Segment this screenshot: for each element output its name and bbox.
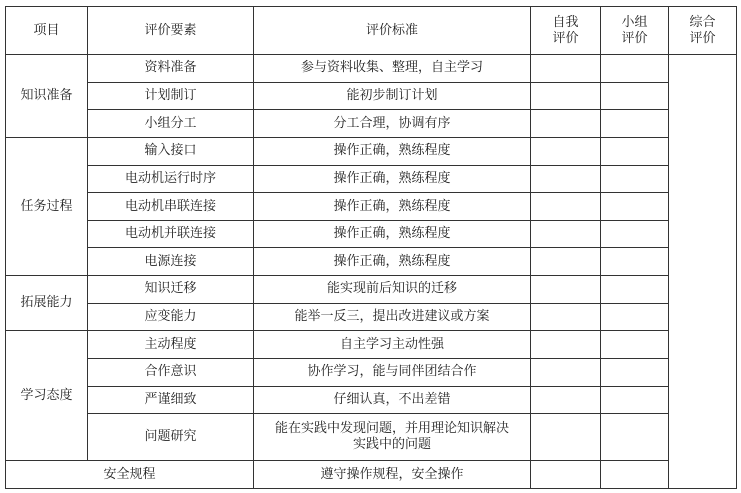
self-eval-cell[interactable] [531,386,601,414]
element-cell: 小组分工 [88,110,254,138]
table-row [6,193,737,221]
standard-cell: 分工合理，协调有序 [254,110,531,138]
table-row [6,137,737,165]
group-eval-cell[interactable] [601,220,669,248]
element-cell: 知识迁移 [88,276,254,304]
standard-cell: 操作正确，熟练程度 [254,248,531,276]
group-eval-cell[interactable] [601,137,669,165]
standard-cell: 协作学习，能与同伴团结合作 [254,358,531,386]
self-eval-cell[interactable] [531,220,601,248]
group-eval-cell[interactable] [601,386,669,414]
self-eval-cell[interactable] [531,110,601,138]
table-row [6,386,737,414]
element-cell: 应变能力 [88,303,254,331]
self-eval-cell[interactable] [531,331,601,359]
group-eval-cell[interactable] [601,248,669,276]
section-extension-ability: 拓展能力 [6,276,88,331]
header-item: 项目 [6,7,88,55]
group-eval-cell[interactable] [601,82,669,110]
standard-cell: 能在实践中发现问题，并用理论知识解决 实践中的问题 [254,414,531,461]
standard-cell: 操作正确，熟练程度 [254,193,531,221]
group-eval-cell[interactable] [601,165,669,193]
element-cell: 问题研究 [88,414,254,461]
element-cell: 主动程度 [88,331,254,359]
standard-cell: 能初步制订计划 [254,82,531,110]
group-eval-cell[interactable] [601,331,669,359]
self-eval-cell[interactable] [531,358,601,386]
table-row [6,331,737,359]
header-row [6,7,737,55]
footer-safety-rules: 安全规程 [6,461,254,489]
group-eval-cell[interactable] [601,55,669,83]
standard-cell: 自主学习主动性强 [254,331,531,359]
table-row [6,358,737,386]
table-row [6,82,737,110]
table-row [6,414,737,461]
standard-cell: 能举一反三，提出改进建议或方案 [254,303,531,331]
standard-cell: 参与资料收集、整理，自主学习 [254,55,531,83]
element-cell: 电动机并联连接 [88,220,254,248]
self-eval-cell[interactable] [531,193,601,221]
self-eval-cell[interactable] [531,303,601,331]
element-cell: 输入接口 [88,137,254,165]
header-self-evaluation: 自我 评价 [531,7,601,55]
group-eval-cell[interactable] [601,358,669,386]
group-eval-cell[interactable] [601,414,669,461]
table-row [6,461,737,489]
evaluation-table [5,6,737,489]
standard-cell: 操作正确，熟练程度 [254,165,531,193]
section-task-process: 任务过程 [6,137,88,275]
element-cell: 严谨细致 [88,386,254,414]
element-cell: 电源连接 [88,248,254,276]
table-row [6,55,737,83]
standard-cell: 仔细认真，不出差错 [254,386,531,414]
standard-cell: 操作正确，熟练程度 [254,220,531,248]
table-row [6,110,737,138]
self-eval-cell[interactable] [531,248,601,276]
overall-eval-cell[interactable] [669,55,737,489]
group-eval-cell[interactable] [601,303,669,331]
table-row [6,303,737,331]
header-group-evaluation: 小组 评价 [601,7,669,55]
table-row [6,165,737,193]
self-eval-cell[interactable] [531,276,601,304]
self-eval-cell[interactable] [531,414,601,461]
section-knowledge-prep: 知识准备 [6,55,88,138]
header-element: 评价要素 [88,7,254,55]
self-eval-cell[interactable] [531,165,601,193]
standard-cell: 能实现前后知识的迁移 [254,276,531,304]
group-eval-cell[interactable] [601,110,669,138]
self-eval-cell[interactable] [531,82,601,110]
table-row [6,276,737,304]
table-row [6,220,737,248]
element-cell: 电动机运行时序 [88,165,254,193]
table-row [6,248,737,276]
self-eval-cell[interactable] [531,55,601,83]
group-eval-cell[interactable] [601,193,669,221]
element-cell: 计划制订 [88,82,254,110]
header-standard: 评价标准 [254,7,531,55]
self-eval-cell[interactable] [531,137,601,165]
element-cell: 资料准备 [88,55,254,83]
self-eval-cell[interactable] [531,461,601,489]
section-learning-attitude: 学习态度 [6,331,88,461]
standard-cell: 遵守操作规程，安全操作 [254,461,531,489]
element-cell: 合作意识 [88,358,254,386]
standard-cell: 操作正确，熟练程度 [254,137,531,165]
group-eval-cell[interactable] [601,276,669,304]
element-cell: 电动机串联连接 [88,193,254,221]
header-overall-evaluation: 综合 评价 [669,7,737,55]
group-eval-cell[interactable] [601,461,669,489]
